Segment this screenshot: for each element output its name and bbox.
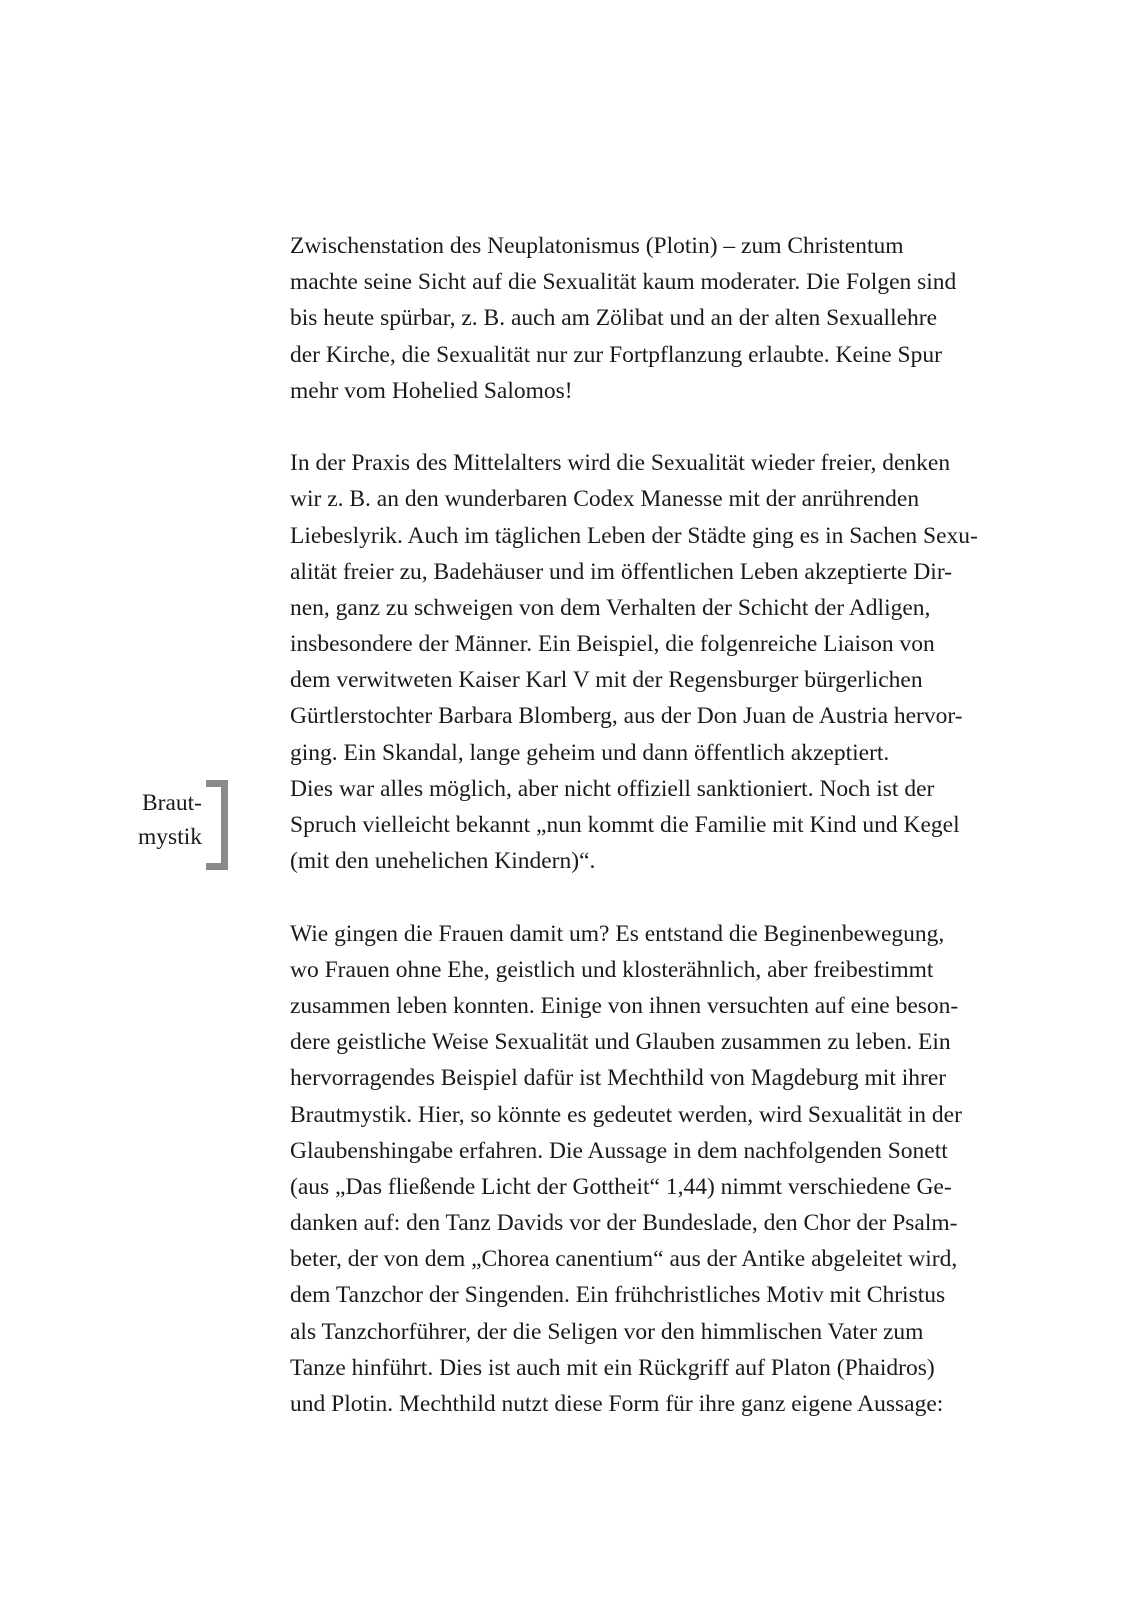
paragraph-3: [290, 916, 1012, 1423]
text-line: als Tanzchorführer, der die Seligen vor den himmlischen Vater zum: [290, 1318, 924, 1345]
text-line: Brautmystik. Hier, so könnte es gedeutet werden, wird Sexualität in der: [290, 1101, 962, 1128]
text-line: zusammen leben konnten. Einige von ihnen versuchten auf eine beson-: [290, 992, 959, 1019]
text-line: alität freier zu, Badehäuser und im öffentlichen Leben akzeptierte Dir-: [290, 558, 953, 585]
margin-note: [118, 786, 202, 854]
text-line: mehr vom Hohelied Salomos!: [290, 377, 573, 404]
text-line: dem verwitweten Kaiser Karl V mit der Regensburger bürgerlichen: [290, 667, 923, 694]
margin-note-line: mystik: [138, 824, 202, 850]
text-line: der Kirche, die Sexualität nur zur Fortpflanzung erlaubte. Keine Spur: [290, 341, 942, 368]
text-line: nen, ganz zu schweigen von dem Verhalten der Schicht der Adligen,: [290, 594, 931, 621]
text-line: In der Praxis des Mittelalters wird die Sexualität wieder freier, denken: [290, 450, 951, 477]
text-line: dere geistliche Weise Sexualität und Glauben zusammen zu leben. Ein: [290, 1029, 951, 1056]
text-line: wo Frauen ohne Ehe, geistlich und klosterähnlich, aber freibestimmt: [290, 956, 934, 983]
closing-bracket-icon: [206, 780, 228, 870]
paragraph-spacer: [290, 879, 1012, 915]
paragraph-spacer: [290, 409, 1012, 445]
text-line: danken auf: den Tanz Davids vor der Bundeslade, den Chor der Psalm-: [290, 1210, 958, 1237]
text-line: machte seine Sicht auf die Sexualität kaum moderater. Die Folgen sind: [290, 269, 957, 296]
text-line: Spruch vielleicht bekannt „nun kommt die Familie mit Kind und Kegel: [290, 812, 960, 838]
text-line: Liebeslyrik. Auch im täglichen Leben der Städte ging es in Sachen Sexu-: [290, 522, 978, 549]
paragraph-2: [290, 445, 1012, 879]
text-line: wir z. B. an den wunderbaren Codex Manesse mit der anrührenden: [290, 486, 920, 513]
body-text: [290, 228, 1012, 1422]
text-line: ging. Ein Skandal, lange geheim und dann öffentlich akzeptiert.: [290, 739, 890, 766]
text-line: (mit den unehelichen Kindern)“.: [290, 848, 596, 875]
text-line: (aus „Das fließende Licht der Gottheit“ 1,44) nimmt verschiedene Ge-: [290, 1173, 952, 1200]
text-line: dem Tanzchor der Singenden. Ein frühchristliches Motiv mit Christus: [290, 1282, 946, 1309]
paragraph-1: [290, 228, 1012, 409]
text-line: Glaubenshingabe erfahren. Die Aussage in dem nachfolgenden Sonett: [290, 1137, 948, 1164]
text-line: beter, der von dem „Chorea canentium“ aus der Antike abgeleitet wird,: [290, 1246, 958, 1273]
text-line: hervorragendes Beispiel dafür ist Mechthild von Magdeburg mit ihrer: [290, 1065, 947, 1092]
text-line: Dies war alles möglich, aber nicht offiziell sanktioniert. Noch ist der: [290, 775, 935, 802]
text-line: und Plotin. Mechthild nutzt diese Form für ihre ganz eigene Aussage:: [290, 1391, 944, 1417]
text-line: Tanze hinführt. Dies ist auch mit ein Rückgriff auf Platon (Phaidros): [290, 1354, 935, 1381]
text-line: insbesondere der Männer. Ein Beispiel, die folgenreiche Liaison von: [290, 631, 935, 658]
text-line: Wie gingen die Frauen damit um? Es entstand die Beginenbewegung,: [290, 920, 945, 947]
text-line: bis heute spürbar, z. B. auch am Zölibat und an der alten Sexuallehre: [290, 305, 938, 332]
text-line: Gürtlerstochter Barbara Blomberg, aus der Don Juan de Austria hervor-: [290, 703, 963, 730]
margin-note-line: Braut-: [141, 790, 202, 816]
text-line: Zwischenstation des Neuplatonismus (Plotin) – zum Christentum: [290, 233, 904, 259]
